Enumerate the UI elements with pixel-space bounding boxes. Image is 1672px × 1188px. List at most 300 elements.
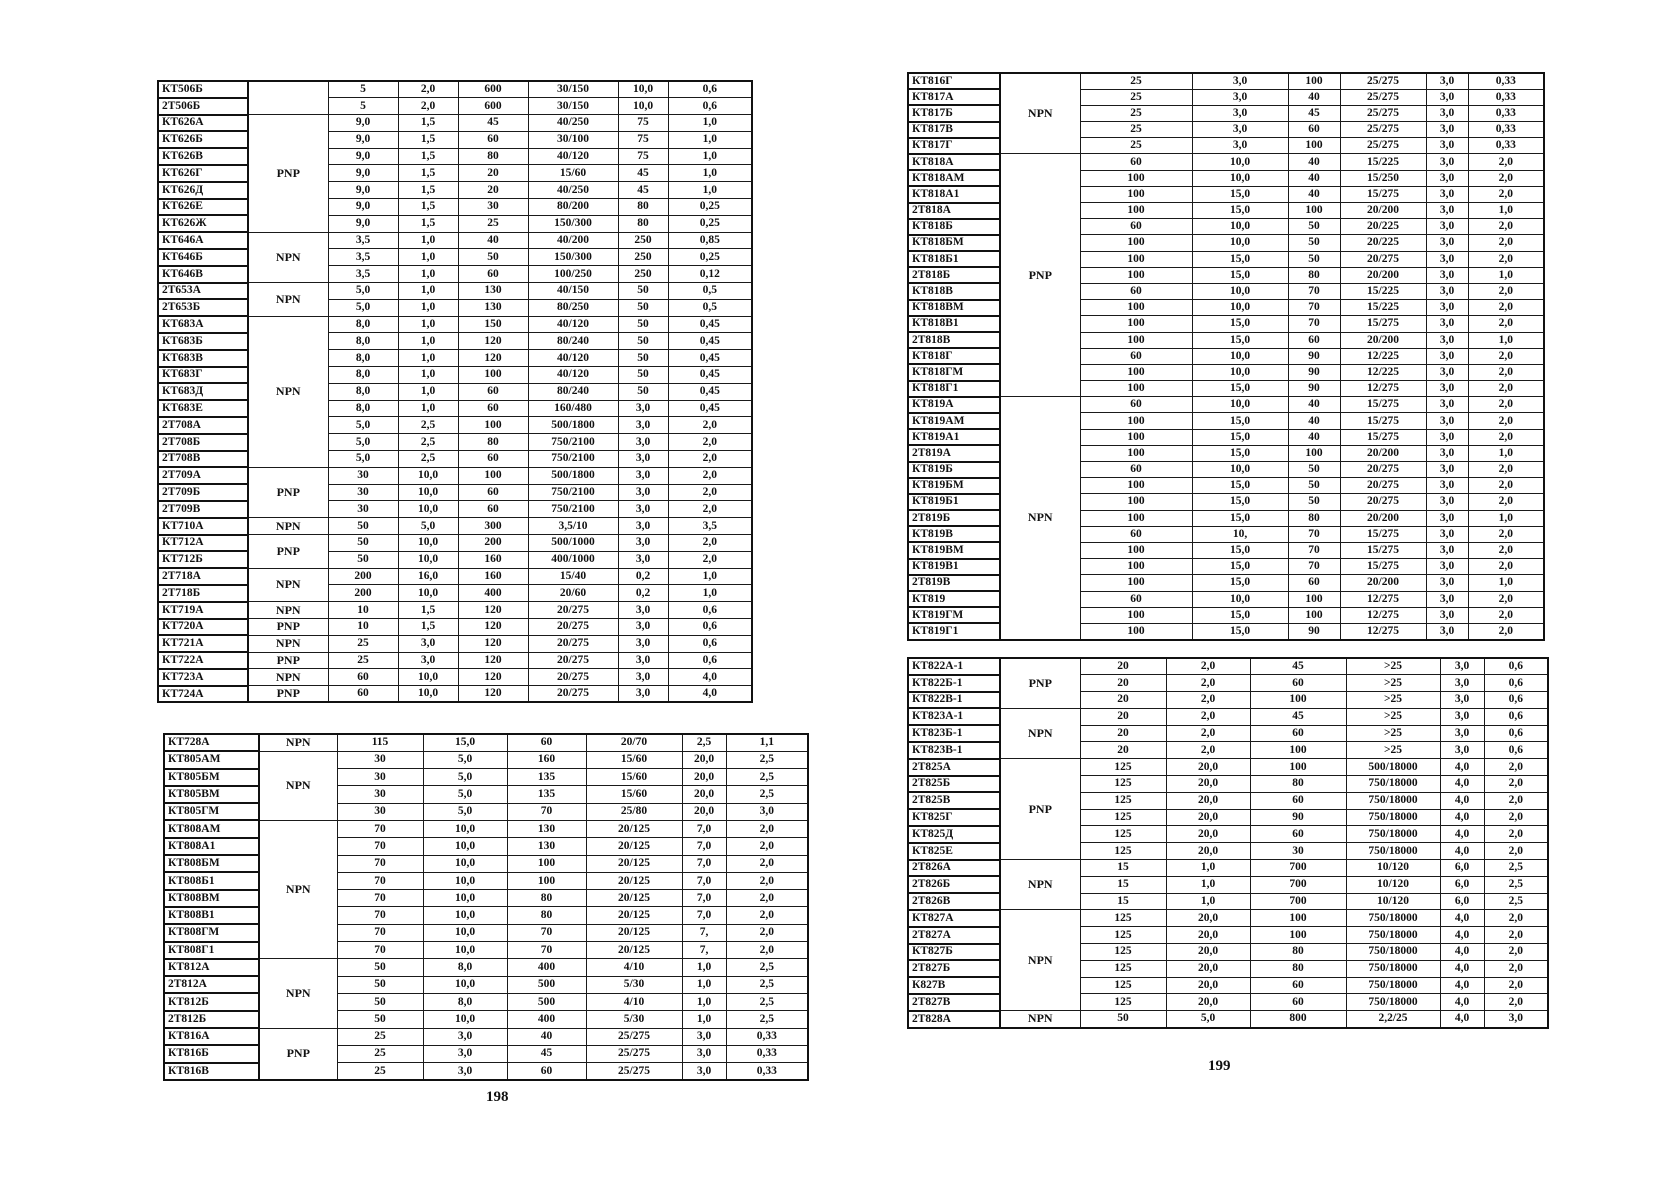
param-cell: 100	[1080, 413, 1192, 429]
param-cell: 10,0	[398, 501, 458, 518]
param-cell: 2,0	[1484, 994, 1548, 1011]
param-cell: 10,0	[1192, 154, 1288, 170]
param-cell: 80	[618, 199, 668, 216]
page-number-left: 198	[486, 1089, 509, 1105]
param-cell: 3,0	[1426, 283, 1468, 299]
param-cell: 150	[458, 316, 528, 333]
param-cell: 60	[1080, 154, 1192, 170]
param-cell: 90	[1250, 809, 1346, 826]
transistor-name-cell: 2Т819Б	[908, 510, 1000, 526]
transistor-type-cell	[248, 81, 328, 115]
param-cell: 0,45	[668, 383, 752, 400]
param-cell: 25/275	[1340, 89, 1426, 105]
param-cell: 250	[618, 249, 668, 266]
param-cell: 20/200	[1340, 445, 1426, 461]
param-cell: 80	[507, 890, 586, 907]
param-cell: 2,0	[1484, 809, 1548, 826]
param-cell: 1,5	[398, 602, 458, 619]
param-cell: 4,0	[1440, 977, 1484, 994]
transistor-type-label: NPN	[275, 291, 301, 306]
param-cell: 20/275	[528, 669, 618, 686]
transistor-name-cell: КТ818В	[908, 283, 1000, 299]
param-cell: 100	[507, 855, 586, 872]
transistor-name-cell: КТ646Б	[158, 249, 248, 266]
param-cell: 20	[1080, 742, 1166, 759]
transistor-name-cell: 2Т709А	[158, 467, 248, 484]
param-cell: 50	[337, 1011, 423, 1028]
param-cell: 125	[1080, 826, 1166, 843]
transistor-name-cell: 2Т812А	[164, 976, 259, 993]
param-cell: 1,0	[668, 182, 752, 199]
param-cell: 15	[1080, 860, 1166, 877]
transistor-type-label: NPN	[275, 518, 301, 533]
table-row	[908, 658, 1548, 675]
transistor-type-label: NPN	[1027, 877, 1053, 892]
param-cell: 75	[618, 148, 668, 165]
param-cell: 25/275	[1340, 105, 1426, 121]
param-cell: 90	[1288, 348, 1340, 364]
table-row	[158, 451, 752, 468]
param-cell: 2,0	[1468, 623, 1544, 639]
param-cell: 40	[1288, 170, 1340, 186]
param-cell: 3,0	[1426, 267, 1468, 283]
param-cell: 2,5	[682, 734, 726, 751]
param-cell: 80	[1250, 960, 1346, 977]
transistor-type-label: PNP	[276, 652, 300, 667]
param-cell: 15,0	[1192, 510, 1288, 526]
transistor-name-cell: КТ823В-1	[908, 742, 1000, 759]
param-cell: 50	[1288, 494, 1340, 510]
param-cell: 60	[1288, 332, 1340, 348]
param-cell: 0,12	[668, 266, 752, 283]
table-row	[158, 400, 752, 417]
param-cell: 2,0	[1468, 348, 1544, 364]
param-cell: 7,	[682, 942, 726, 959]
transistor-name-cell: КТ720А	[158, 619, 248, 636]
param-cell: 2,0	[1484, 944, 1548, 961]
param-cell: 2,0	[1166, 742, 1250, 759]
param-cell: 3,0	[618, 535, 668, 552]
table-row	[158, 266, 752, 283]
param-cell: 60	[458, 400, 528, 417]
param-cell: 100	[1080, 429, 1192, 445]
param-cell: 3,0	[1426, 154, 1468, 170]
param-cell: 20/275	[1340, 494, 1426, 510]
transistor-type-label: PNP	[1028, 267, 1052, 282]
param-cell: 80	[618, 215, 668, 232]
param-cell: 2,0	[1468, 607, 1544, 623]
param-cell: 2,5	[398, 434, 458, 451]
param-cell: 50	[1288, 462, 1340, 478]
param-cell: 45	[1250, 658, 1346, 675]
param-cell: 3,0	[1440, 708, 1484, 725]
param-cell: 60	[1080, 283, 1192, 299]
param-cell: 750/2100	[528, 501, 618, 518]
param-cell: 250	[618, 266, 668, 283]
table-row	[158, 383, 752, 400]
param-cell: 60	[1080, 462, 1192, 478]
param-cell: 4,0	[668, 686, 752, 703]
param-cell: 130	[507, 838, 586, 855]
param-cell: 80	[458, 148, 528, 165]
param-cell: 15,0	[1192, 478, 1288, 494]
param-cell: 10,0	[1192, 300, 1288, 316]
param-cell: 2,0	[1468, 170, 1544, 186]
param-cell: 2,0	[1468, 526, 1544, 542]
transistor-name-cell: КТ819ГМ	[908, 607, 1000, 623]
param-cell: 15/275	[1340, 186, 1426, 202]
param-cell: 15/60	[586, 751, 682, 768]
param-cell: 1,0	[668, 568, 752, 585]
param-cell: 7,	[682, 924, 726, 941]
param-cell: 3,0	[1426, 397, 1468, 413]
transistor-type-cell	[259, 1028, 337, 1080]
param-cell: 40	[1288, 154, 1340, 170]
transistor-name-cell: КТ805АМ	[164, 751, 259, 768]
transistor-name-cell: 2Т827А	[908, 927, 1000, 944]
param-cell: 50	[328, 551, 398, 568]
param-cell: 5,0	[423, 803, 507, 820]
table-row	[164, 1028, 808, 1045]
param-cell: 100	[1080, 332, 1192, 348]
transistor-type-cell	[259, 734, 337, 751]
param-cell: 80	[1250, 944, 1346, 961]
param-cell: 3,0	[682, 1063, 726, 1080]
param-cell: 4,0	[1440, 843, 1484, 860]
param-cell: 15,0	[1192, 607, 1288, 623]
param-cell: 20/200	[1340, 332, 1426, 348]
param-cell: 4,0	[1440, 960, 1484, 977]
param-cell: 3,0	[1426, 413, 1468, 429]
param-cell: 2,0	[726, 942, 808, 959]
param-cell: 100	[1080, 381, 1192, 397]
param-cell: 2,0	[1468, 413, 1544, 429]
param-cell: 75	[618, 131, 668, 148]
param-cell: 200	[458, 535, 528, 552]
table-row	[164, 820, 808, 837]
param-cell: 1,0	[682, 959, 726, 976]
param-cell: 15,0	[1192, 267, 1288, 283]
param-cell: 50	[618, 316, 668, 333]
param-cell: 60	[458, 131, 528, 148]
spec-table-right-bottom	[907, 657, 1549, 1029]
transistor-name-cell: КТ818Г1	[908, 381, 1000, 397]
transistor-type-label: PNP	[1028, 675, 1052, 690]
param-cell: 1,0	[398, 283, 458, 300]
param-cell: 8,0	[328, 367, 398, 384]
param-cell: 20/70	[586, 734, 682, 751]
param-cell: 3,0	[1426, 251, 1468, 267]
param-cell: 2,0	[668, 551, 752, 568]
param-cell: 160/480	[528, 400, 618, 417]
param-cell: 80	[458, 434, 528, 451]
param-cell: 90	[1288, 623, 1340, 639]
param-cell: 120	[458, 652, 528, 669]
param-cell: 5,0	[423, 786, 507, 803]
param-cell: 750/18000	[1346, 994, 1440, 1011]
table-row	[158, 299, 752, 316]
param-cell: 3,0	[1192, 122, 1288, 138]
transistor-name-cell: 2Т718Б	[158, 585, 248, 602]
param-cell: 70	[337, 872, 423, 889]
transistor-name-cell: КТ819А1	[908, 429, 1000, 445]
param-cell: 3,0	[1426, 122, 1468, 138]
param-cell: 2,0	[1468, 219, 1544, 235]
transistor-type-cell	[248, 686, 328, 703]
param-cell: 20/200	[1340, 510, 1426, 526]
param-cell: 40	[458, 232, 528, 249]
transistor-name-cell: КТ819ВМ	[908, 542, 1000, 558]
table-row	[158, 333, 752, 350]
param-cell: 125	[1080, 792, 1166, 809]
transistor-name-cell: КТ626Е	[158, 199, 248, 216]
param-cell: 20,0	[1166, 759, 1250, 776]
param-cell: 750/18000	[1346, 843, 1440, 860]
param-cell: 20	[1080, 658, 1166, 675]
param-cell: 1,0	[1166, 860, 1250, 877]
param-cell: 70	[337, 907, 423, 924]
param-cell: 2,0	[726, 838, 808, 855]
param-cell: 8,0	[328, 350, 398, 367]
param-cell: 60	[1250, 675, 1346, 692]
param-cell: 0,33	[1468, 89, 1544, 105]
transistor-name-cell: КТ822Б-1	[908, 675, 1000, 692]
param-cell: 0,6	[1484, 692, 1548, 709]
transistor-type-cell	[248, 518, 328, 535]
param-cell: 2,0	[668, 484, 752, 501]
transistor-name-cell: КТ723А	[158, 669, 248, 686]
param-cell: 3,0	[1426, 364, 1468, 380]
param-cell: 10,0	[423, 924, 507, 941]
param-cell: 30	[337, 803, 423, 820]
param-cell: 90	[1288, 364, 1340, 380]
param-cell: 5	[328, 81, 398, 98]
transistor-name-cell: КТ818АМ	[908, 170, 1000, 186]
param-cell: 70	[337, 942, 423, 959]
param-cell: 12/275	[1340, 607, 1426, 623]
param-cell: 60	[1288, 575, 1340, 591]
param-cell: 90	[1288, 381, 1340, 397]
param-cell: 7,0	[682, 855, 726, 872]
param-cell: 3,0	[1426, 445, 1468, 461]
param-cell: 400	[458, 585, 528, 602]
param-cell: 0,33	[1468, 122, 1544, 138]
transistor-name-cell: 2Т708Б	[158, 434, 248, 451]
transistor-type-cell	[248, 316, 328, 467]
param-cell: 2,0	[1468, 300, 1544, 316]
table-row	[158, 215, 752, 232]
param-cell: 600	[458, 81, 528, 98]
param-cell: 2,0	[1468, 154, 1544, 170]
param-cell: 2,0	[1484, 927, 1548, 944]
param-cell: 10,0	[423, 890, 507, 907]
param-cell: 100	[458, 367, 528, 384]
param-cell: 60	[507, 1063, 586, 1080]
param-cell: 4,0	[1440, 792, 1484, 809]
param-cell: 15,0	[1192, 413, 1288, 429]
param-cell: 0,6	[1484, 725, 1548, 742]
param-cell: 10,0	[398, 535, 458, 552]
param-cell: 1,0	[1166, 876, 1250, 893]
transistor-name-cell: КТ626В	[158, 148, 248, 165]
table-row	[908, 73, 1544, 89]
param-cell: 0,6	[668, 619, 752, 636]
transistor-name-cell: КТ825Д	[908, 826, 1000, 843]
transistor-name-cell: КТ819Б1	[908, 494, 1000, 510]
param-cell: 20/275	[528, 602, 618, 619]
param-cell: 60	[458, 266, 528, 283]
param-cell: 2,5	[398, 451, 458, 468]
param-cell: 15,0	[1192, 429, 1288, 445]
param-cell: >25	[1346, 725, 1440, 742]
param-cell: 3,0	[1426, 462, 1468, 478]
param-cell: 1,5	[398, 115, 458, 132]
param-cell: 20,0	[682, 769, 726, 786]
param-cell: 3,0	[1426, 138, 1468, 154]
param-cell: 20/125	[586, 890, 682, 907]
param-cell: 2,0	[1166, 675, 1250, 692]
param-cell: 5,0	[328, 417, 398, 434]
param-cell: 10,0	[1192, 462, 1288, 478]
param-cell: 0,33	[726, 1045, 808, 1062]
param-cell: 60	[1080, 591, 1192, 607]
param-cell: 3,0	[1426, 203, 1468, 219]
param-cell: 15,0	[1192, 494, 1288, 510]
param-cell: 750/18000	[1346, 977, 1440, 994]
param-cell: 100	[507, 872, 586, 889]
param-cell: 3,0	[1440, 692, 1484, 709]
param-cell: 1,0	[1468, 267, 1544, 283]
param-cell: 20/200	[1340, 575, 1426, 591]
param-cell: 3,0	[1426, 316, 1468, 332]
param-cell: 500/1800	[528, 467, 618, 484]
param-cell: 750/18000	[1346, 927, 1440, 944]
param-cell: 15,0	[1192, 316, 1288, 332]
param-cell: 7,0	[682, 872, 726, 889]
param-cell: 2,0	[726, 890, 808, 907]
transistor-type-label: NPN	[275, 384, 301, 399]
param-cell: 20	[458, 165, 528, 182]
param-cell: 700	[1250, 860, 1346, 877]
param-cell: 50	[618, 350, 668, 367]
param-cell: 2,5	[726, 786, 808, 803]
param-cell: 45	[458, 115, 528, 132]
param-cell: 10,0	[398, 585, 458, 602]
param-cell: 70	[507, 803, 586, 820]
transistor-name-cell: КТ818Б1	[908, 251, 1000, 267]
param-cell: 2,0	[1484, 792, 1548, 809]
param-cell: 125	[1080, 960, 1166, 977]
transistor-name-cell: КТ646А	[158, 232, 248, 249]
param-cell: 5,0	[398, 518, 458, 535]
param-cell: 6,0	[1440, 893, 1484, 910]
transistor-name-cell: КТ823Б-1	[908, 725, 1000, 742]
param-cell: 4,0	[1440, 759, 1484, 776]
transistor-name-cell: КТ808А1	[164, 838, 259, 855]
param-cell: 2,0	[1484, 960, 1548, 977]
param-cell: 80/240	[528, 333, 618, 350]
param-cell: 3,0	[1426, 478, 1468, 494]
param-cell: 60	[1250, 977, 1346, 994]
param-cell: 125	[1080, 809, 1166, 826]
param-cell: 30	[337, 751, 423, 768]
param-cell: 0,33	[1468, 138, 1544, 154]
transistor-name-cell: КТ819В1	[908, 559, 1000, 575]
param-cell: 80/240	[528, 383, 618, 400]
transistor-type-cell	[248, 232, 328, 282]
param-cell: 9,0	[328, 131, 398, 148]
param-cell: 100	[1080, 478, 1192, 494]
transistor-type-label: PNP	[276, 165, 300, 180]
param-cell: 100	[1080, 494, 1192, 510]
param-cell: 100	[1080, 170, 1192, 186]
transistor-type-label: NPN	[275, 636, 301, 651]
param-cell: 3,0	[1426, 235, 1468, 251]
param-cell: 15/225	[1340, 300, 1426, 316]
param-cell: >25	[1346, 658, 1440, 675]
param-cell: 4,0	[1440, 927, 1484, 944]
param-cell: 1,0	[682, 976, 726, 993]
param-cell: 10/120	[1346, 893, 1440, 910]
param-cell: 70	[1288, 559, 1340, 575]
param-cell: 9,0	[328, 182, 398, 199]
transistor-type-cell	[248, 115, 328, 233]
param-cell: 1,5	[398, 199, 458, 216]
transistor-name-cell: КТ817А	[908, 89, 1000, 105]
param-cell: 3,0	[1192, 105, 1288, 121]
param-cell: 100	[1250, 692, 1346, 709]
param-cell: 400	[507, 959, 586, 976]
transistor-name-cell: КТ816В	[164, 1063, 259, 1080]
transistor-name-cell: КТ822В-1	[908, 692, 1000, 709]
transistor-name-cell: КТ805ВМ	[164, 786, 259, 803]
page-number-right: 199	[1208, 1058, 1231, 1074]
transistor-type-cell	[248, 602, 328, 619]
param-cell: 50	[337, 976, 423, 993]
param-cell: 60	[1250, 826, 1346, 843]
transistor-name-cell: КТ805ГМ	[164, 803, 259, 820]
transistor-name-cell: 2Т708А	[158, 417, 248, 434]
param-cell: 125	[1080, 977, 1166, 994]
param-cell: 0,45	[668, 316, 752, 333]
table-row	[158, 619, 752, 636]
param-cell: 10,0	[398, 484, 458, 501]
param-cell: 40/200	[528, 232, 618, 249]
param-cell: 50	[1288, 235, 1340, 251]
transistor-name-cell: 2Т653А	[158, 283, 248, 300]
param-cell: 15/250	[1340, 170, 1426, 186]
param-cell: 70	[1288, 542, 1340, 558]
param-cell: 2,0	[1484, 843, 1548, 860]
transistor-name-cell: КТ819Г1	[908, 623, 1000, 639]
table-row	[158, 551, 752, 568]
param-cell: 4,0	[1440, 809, 1484, 826]
param-cell: 45	[618, 182, 668, 199]
param-cell: 1,5	[398, 165, 458, 182]
param-cell: 10,	[1192, 526, 1288, 542]
transistor-type-cell	[248, 669, 328, 686]
param-cell: 3,0	[618, 417, 668, 434]
param-cell: 10,0	[398, 686, 458, 703]
param-cell: 25	[1080, 122, 1192, 138]
transistor-type-label: PNP	[276, 686, 300, 701]
param-cell: 100	[1080, 575, 1192, 591]
table-row	[908, 708, 1548, 725]
param-cell: 1,5	[398, 148, 458, 165]
transistor-name-cell: КТ827А	[908, 910, 1000, 927]
param-cell: 30/150	[528, 81, 618, 98]
param-cell: 80/200	[528, 199, 618, 216]
